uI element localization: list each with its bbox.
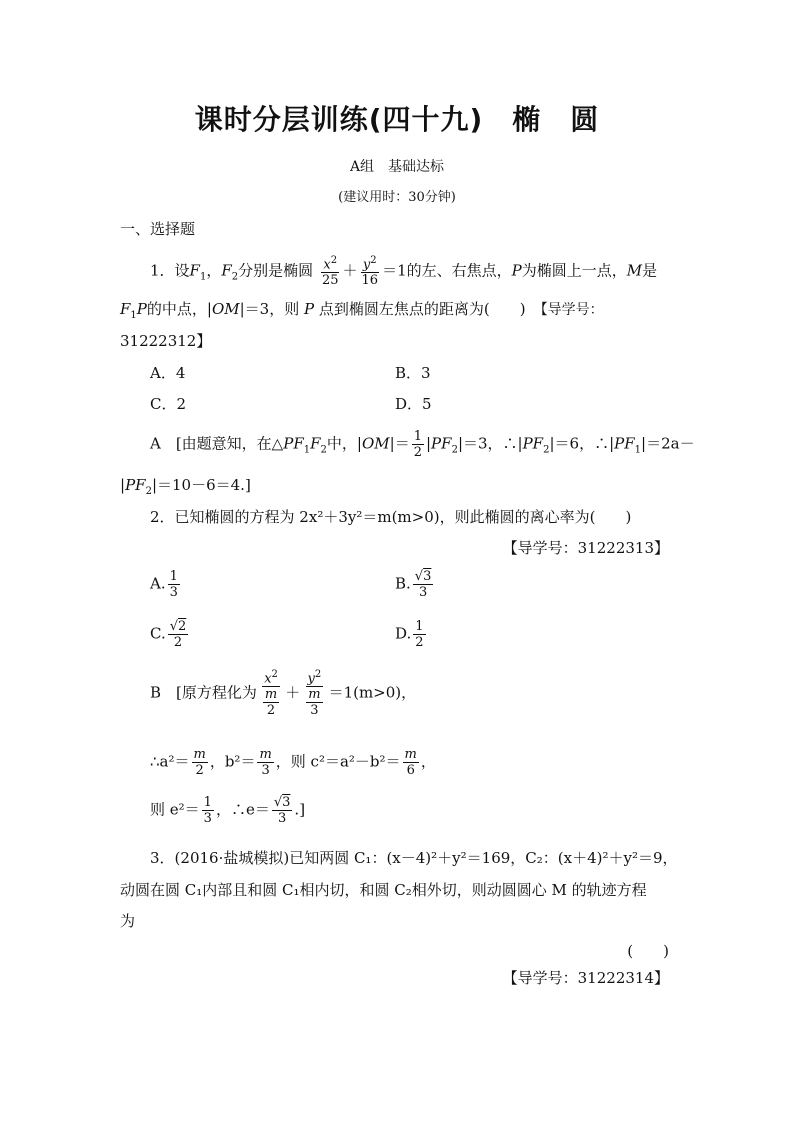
q3-stem-line1: 3．(2016·盐城模拟)已知两圆 C₁：(x－4)²＋y²＝169，C₂：(x＋4)²＋y²＝9， [150,849,678,867]
q2-option-a: A. $\frac{1}{3}$ [150,569,178,600]
q1-stem-line1: 1．设$F_1$，$F_2$分别是椭圆 $\frac{x^2}{25}$ ＋ $\frac{y^2}{16}$ ＝1的左、右焦点，P为椭圆上一点，M是 [150,255,658,289]
q2-option-d: D. $\frac{1}{2}$ [395,619,424,650]
q2-stem: 2．已知椭圆的方程为 2x²＋3y²＝m(m>0)，则此椭圆的离心率为( ) [150,508,632,526]
q2-ref: 【导学号：31222313】 [502,539,669,557]
q2-option-c: C. $\frac{√2}{2}$ [150,619,187,650]
q2-option-b: B. $\frac{√3}{3}$ [395,569,432,600]
q1-ref: 31222312】 [120,332,212,350]
q1-stem-line2: $F_1P$的中点，|OM|＝3，则 P 点到椭圆左焦点的距离为( ) 【导学号： [120,300,604,321]
q1-option-b: B．3 [395,364,431,382]
q1-answer-line2: $|PF_2|=10-6=4$.] [120,476,251,497]
q2-answer-line1: B [原方程化为 $\frac{x^2}{\frac{m}{2}}$ ＋ $\frac{y^2}{\frac{m}{3}}$ ＝1(m>0)， [150,669,417,719]
q3-answer-paren: ( ) [627,942,669,960]
q1-option-d: D．5 [395,395,432,413]
q2-answer-line3: 则 e²＝ $\frac{1}{3}$ ，∴e＝ $\frac{√3}{3}$ .] [150,795,306,826]
page-title: 课时分层训练(四十九) 椭 圆 [194,103,600,136]
q3-stem-line2: 动圆在圆 C₁内部且和圆 C₁相内切，和圆 C₂相外切，则动圆圆心 M 的轨迹方程 [120,881,647,899]
q1-option-a: A．4 [150,364,186,382]
q1-option-c: C．2 [150,395,187,413]
q1-answer-line1: A [由题意知，在$\triangle PF_1F_2$中，|OM|＝ $\frac{1}{2}$ $|PF_2|=3$，$\therefore|PF_2|=6$，$\therefore|PF_1|=2a-$ [150,429,695,460]
q3-ref: 【导学号：31222314】 [502,969,669,987]
section-heading: 一、选择题 [120,220,196,238]
group-label: A组 基础达标 [349,159,445,175]
q3-stem-line3: 为 [120,912,136,930]
q2-answer-line2: ∴a²＝ $\frac{m}{2}$ ，b²＝ $\frac{m}{3}$ ，则 c²＝a²－b²＝ $\frac{m}{6}$ ， [150,747,436,778]
suggested-time: (建议用时：30分钟) [338,190,456,205]
